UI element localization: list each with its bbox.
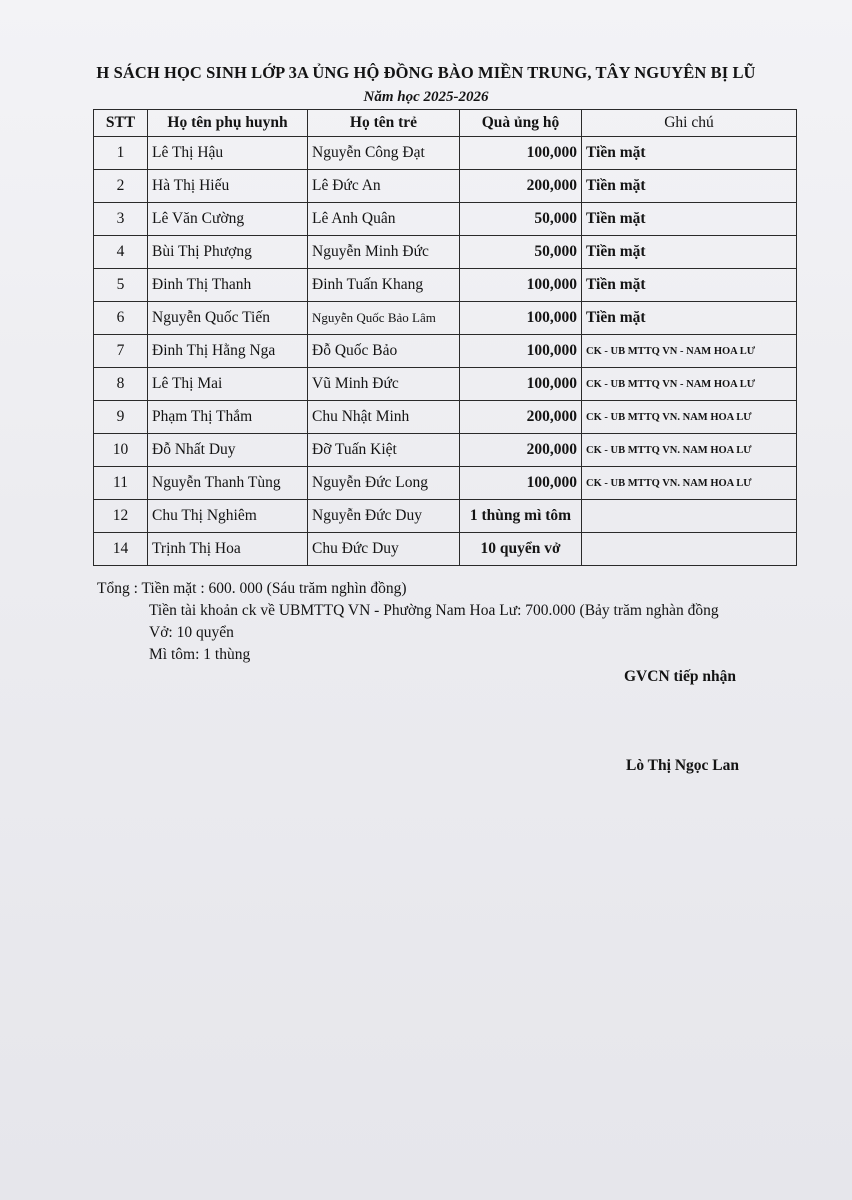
cell-note: CK - UB MTTQ VN. NAM HOA LƯ xyxy=(582,401,797,434)
cell-stt: 2 xyxy=(94,170,148,203)
cell-parent-name: Đinh Thị Thanh xyxy=(148,269,308,302)
table-row xyxy=(94,203,797,236)
cell-gift: 100,000 xyxy=(460,467,582,500)
cell-parent-name: Lê Thị Hậu xyxy=(148,137,308,170)
cell-note xyxy=(582,500,797,533)
table-row xyxy=(94,368,797,401)
cell-child-name: Chu Đức Duy xyxy=(308,533,460,566)
summary-block xyxy=(97,578,719,666)
cell-child-name: Đỗ Quốc Bảo xyxy=(308,335,460,368)
cell-note: CK - UB MTTQ VN. NAM HOA LƯ xyxy=(582,467,797,500)
cell-note: CK - UB MTTQ VN - NAM HOA LƯ xyxy=(582,335,797,368)
cell-child-name: Nguyễn Đức Duy xyxy=(308,500,460,533)
cell-note xyxy=(582,533,797,566)
cell-stt: 7 xyxy=(94,335,148,368)
cell-child-name: Lê Anh Quân xyxy=(308,203,460,236)
cell-parent-name: Nguyễn Quốc Tiến xyxy=(148,302,308,335)
cell-parent-name: Lê Thị Mai xyxy=(148,368,308,401)
cell-child-name: Vũ Minh Đức xyxy=(308,368,460,401)
table-row xyxy=(94,137,797,170)
cell-child-name: Lê Đức An xyxy=(308,170,460,203)
cell-note: Tiền mặt xyxy=(582,269,797,302)
cell-gift: 10 quyển vở xyxy=(460,533,582,566)
document-title: H SÁCH HỌC SINH LỚP 3A ỦNG HỘ ĐỒNG BÀO MIỀN TRUNG, TÂY NGUYÊN BỊ LŨ xyxy=(96,63,756,82)
cell-note: Tiền mặt xyxy=(582,302,797,335)
cell-gift: 100,000 xyxy=(460,302,582,335)
cell-note: Tiền mặt xyxy=(582,137,797,170)
table-row xyxy=(94,302,797,335)
table-header-row xyxy=(94,110,797,137)
cell-stt: 5 xyxy=(94,269,148,302)
summary-notebooks-line: Vở: 10 quyển xyxy=(149,624,234,641)
cell-note: CK - UB MTTQ VN - NAM HOA LƯ xyxy=(582,368,797,401)
column-header-child: Họ tên trẻ xyxy=(308,110,460,137)
cell-parent-name: Đỗ Nhất Duy xyxy=(148,434,308,467)
table-row xyxy=(94,170,797,203)
cell-stt: 12 xyxy=(94,500,148,533)
cell-child-name: Nguyễn Công Đạt xyxy=(308,137,460,170)
column-header-note: Ghi chú xyxy=(582,110,797,137)
cell-parent-name: Chu Thị Nghiêm xyxy=(148,500,308,533)
cell-gift: 200,000 xyxy=(460,434,582,467)
table-row xyxy=(94,335,797,368)
cell-child-name: Chu Nhật Minh xyxy=(308,401,460,434)
table-row xyxy=(94,500,797,533)
cell-child-name: Nguyễn Đức Long xyxy=(308,467,460,500)
cell-parent-name: Trịnh Thị Hoa xyxy=(148,533,308,566)
cell-child-name: Đỡ Tuấn Kiệt xyxy=(308,434,460,467)
cell-parent-name: Nguyễn Thanh Tùng xyxy=(148,467,308,500)
table-body xyxy=(94,137,797,566)
signature-label: GVCN tiếp nhận xyxy=(624,668,736,685)
cell-stt: 9 xyxy=(94,401,148,434)
cell-gift: 50,000 xyxy=(460,236,582,269)
column-header-gift: Quà ủng hộ xyxy=(460,110,582,137)
cell-parent-name: Đinh Thị Hằng Nga xyxy=(148,335,308,368)
cell-gift: 1 thùng mì tôm xyxy=(460,500,582,533)
cell-stt: 6 xyxy=(94,302,148,335)
table-row xyxy=(94,236,797,269)
cell-child-name: Nguyễn Minh Đức xyxy=(308,236,460,269)
cell-gift: 200,000 xyxy=(460,170,582,203)
summary-cash-line: Tổng : Tiền mặt : 600. 000 (Sáu trăm nghìn đồng) xyxy=(97,580,407,597)
cell-child-name: Đinh Tuấn Khang xyxy=(308,269,460,302)
cell-note: Tiền mặt xyxy=(582,170,797,203)
cell-gift: 100,000 xyxy=(460,269,582,302)
cell-stt: 14 xyxy=(94,533,148,566)
cell-gift: 200,000 xyxy=(460,401,582,434)
table-row xyxy=(94,533,797,566)
table-row xyxy=(94,434,797,467)
table-row xyxy=(94,401,797,434)
table-row xyxy=(94,467,797,500)
cell-gift: 100,000 xyxy=(460,368,582,401)
cell-parent-name: Bùi Thị Phượng xyxy=(148,236,308,269)
cell-stt: 4 xyxy=(94,236,148,269)
cell-gift: 100,000 xyxy=(460,137,582,170)
cell-note: Tiền mặt xyxy=(582,203,797,236)
cell-note: CK - UB MTTQ VN. NAM HOA LƯ xyxy=(582,434,797,467)
cell-child-name: Nguyễn Quốc Bảo Lâm xyxy=(308,302,460,335)
table-row xyxy=(94,269,797,302)
cell-note: Tiền mặt xyxy=(582,236,797,269)
summary-transfer-line: Tiền tài khoản ck về UBMTTQ VN - Phường Nam Hoa Lư: 700.000 (Bảy trăm nghàn đồng xyxy=(149,602,719,619)
cell-parent-name: Phạm Thị Thắm xyxy=(148,401,308,434)
donation-table xyxy=(93,109,797,566)
column-header-stt: STT xyxy=(94,110,148,137)
summary-noodles-line: Mì tôm: 1 thùng xyxy=(149,646,251,663)
cell-stt: 1 xyxy=(94,137,148,170)
cell-stt: 8 xyxy=(94,368,148,401)
cell-stt: 11 xyxy=(94,467,148,500)
cell-parent-name: Hà Thị Hiếu xyxy=(148,170,308,203)
document-subtitle: Năm học 2025-2026 xyxy=(363,89,489,105)
cell-parent-name: Lê Văn Cường xyxy=(148,203,308,236)
cell-stt: 3 xyxy=(94,203,148,236)
column-header-parent: Họ tên phụ huynh xyxy=(148,110,308,137)
signature-name: Lò Thị Ngọc Lan xyxy=(626,757,739,774)
cell-gift: 50,000 xyxy=(460,203,582,236)
cell-stt: 10 xyxy=(94,434,148,467)
cell-gift: 100,000 xyxy=(460,335,582,368)
